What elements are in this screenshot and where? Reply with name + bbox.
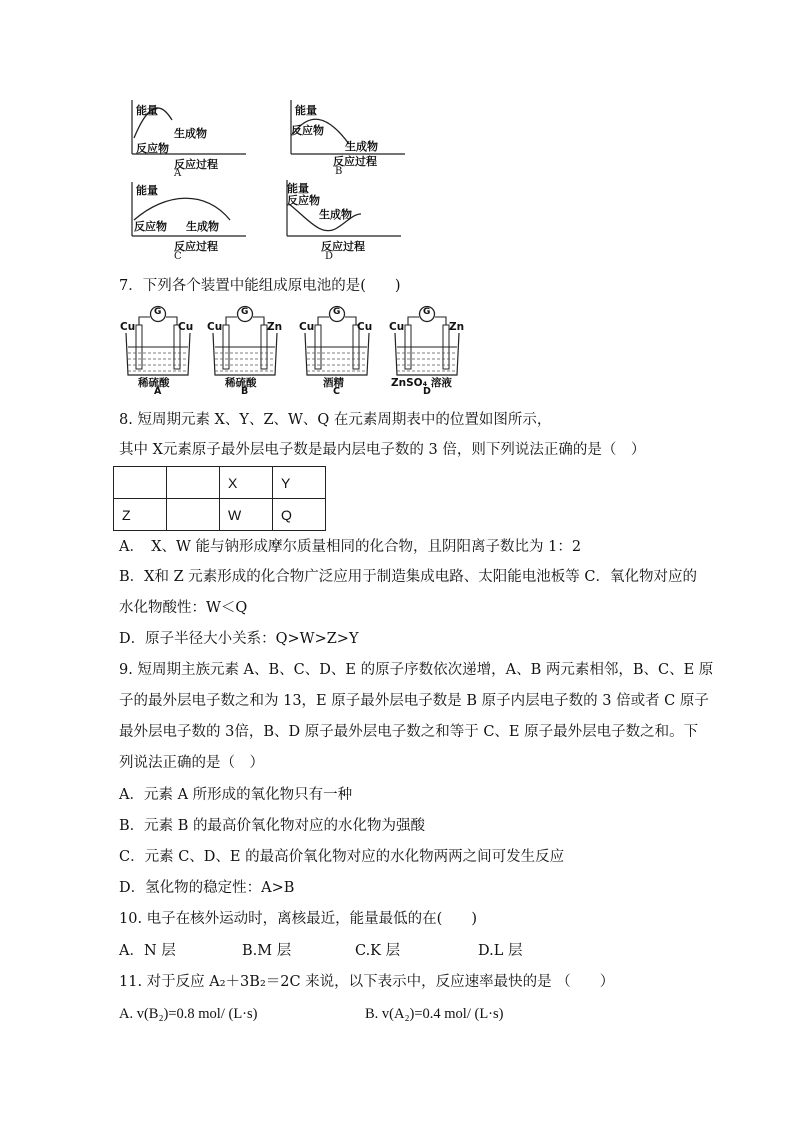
left-electrode-label: Cu <box>120 321 136 333</box>
q10-option-c: C.K 层 <box>355 943 401 959</box>
left-electrode-label: Cu <box>389 321 405 333</box>
right-electrode-label: Zn <box>449 321 465 333</box>
device-letter: A <box>154 386 162 397</box>
q10-option-b: B.M 层 <box>242 943 292 959</box>
galvanometer-label: G <box>333 307 341 317</box>
q8-option-b-cont: 水化物酸性：W＜Q <box>119 600 248 616</box>
q8-option-a: A． X、W 能与钠形成摩尔质量相同的化合物，且阴阳离子数比为 1：2 <box>119 539 582 555</box>
q11-option-a: A. v(B₂)=0.8 mol/ (L·s) <box>119 1006 258 1022</box>
q7-stem: 7．下列各个装置中能组成原电池的是( ) <box>119 278 401 294</box>
q9-line-3: 最外层电子数的 3倍，B、D 原子最外层电子数之和等于 C、E 原子最外层电子数之和。下 <box>119 724 699 740</box>
product-label: 生成物 <box>186 220 219 233</box>
graph-letter: D <box>325 251 334 262</box>
solution-label: 稀硫酸 <box>138 377 170 389</box>
table-cell: Y <box>273 467 326 499</box>
energy-graph-d <box>281 178 421 264</box>
q10-option-a: A．N 层 <box>119 943 176 959</box>
energy-label: 能量 <box>295 104 317 117</box>
solution-label: 稀硫酸 <box>225 377 257 389</box>
galvanometer-label: G <box>241 307 249 317</box>
right-electrode-label: Zn <box>267 321 283 333</box>
table-cell <box>167 467 220 499</box>
energy-graph-c <box>126 180 266 264</box>
table-cell <box>167 499 220 531</box>
q8-line-2: 其中 X元素原子最外层电子数是最内层电子数的 3 倍，则下列说法正确的是（ ） <box>119 442 646 458</box>
reactant-label: 反应物 <box>134 220 167 233</box>
q8-line-1: 8. 短周期元素 X、Y、Z、W、Q 在元素周期表中的位置如图所示， <box>119 412 552 428</box>
table-cell: X <box>220 467 273 499</box>
device-letter: D <box>423 386 431 397</box>
reactant-label: 反应物 <box>291 124 324 137</box>
right-electrode-label: Cu <box>357 321 373 333</box>
energy-label: 能量 <box>287 182 309 195</box>
q9-line-4: 列说法正确的是（ ） <box>119 755 264 771</box>
energy-graph-a <box>126 98 256 180</box>
reactant-label: 反应物 <box>287 194 320 207</box>
q9-option-b: B．元素 B 的最高价氧化物对应的水化物为强酸 <box>119 818 426 834</box>
product-label: 生成物 <box>174 127 207 140</box>
graph-letter: A <box>174 168 182 179</box>
device-letter: C <box>333 386 340 397</box>
product-label: 生成物 <box>319 208 352 221</box>
galvanometer-label: G <box>154 307 162 317</box>
solution-label: ZnSO₄ 溶液 <box>391 377 452 389</box>
energy-label: 能量 <box>136 104 158 117</box>
cell-device-a <box>120 303 200 395</box>
q9-option-a: A．元素 A 所形成的氧化物只有一种 <box>119 787 353 803</box>
cell-device-c <box>299 303 379 395</box>
right-electrode-label: Cu <box>178 321 194 333</box>
energy-graph-b <box>285 98 415 180</box>
q9-line-2: 子的最外层电子数之和为 13，E 原子最外层电子数是 B 原子内层电子数的 3 倍或者 C 原子 <box>119 693 709 709</box>
q11-stem: 11. 对于反应 A₂＋3B₂＝2C 来说，以下表示中，反应速率最快的是 （ ） <box>119 974 615 990</box>
process-label: 反应过程 <box>174 240 218 253</box>
energy-label: 能量 <box>136 184 158 197</box>
table-cell <box>114 467 167 499</box>
table-row <box>114 499 326 531</box>
cell-device-b <box>207 303 287 395</box>
process-label: 反应过程 <box>321 240 365 253</box>
q10-option-d: D.L 层 <box>478 943 523 959</box>
solution-label: 酒精 <box>323 377 344 389</box>
q9-option-d: D．氢化物的稳定性：A>B <box>119 880 295 896</box>
q9-line-1: 9. 短周期主族元素 A、B、C、D、E 的原子序数依次递增，A、B 两元素相邻，B、C、E 原 <box>119 662 714 678</box>
process-label: 反应过程 <box>333 155 377 168</box>
left-electrode-label: Cu <box>207 321 223 333</box>
table-cell: Q <box>273 499 326 531</box>
q11-option-b: B. v(A₂)=0.4 mol/ (L·s) <box>365 1006 504 1022</box>
q8-option-b: B．X和 Z 元素形成的化合物广泛应用于制造集成电路、太阳能电池板等 C．氧化物对应的 <box>119 569 697 585</box>
q10-stem: 10. 电子在核外运动时，离核最近，能量最低的在( ) <box>119 911 477 927</box>
product-label: 生成物 <box>345 140 378 153</box>
q8-option-d: D．原子半径大小关系：Q>W>Z>Y <box>119 631 359 647</box>
table-cell: W <box>220 499 273 531</box>
left-electrode-label: Cu <box>299 321 315 333</box>
periodic-table-fragment <box>113 466 326 531</box>
q9-option-c: C．元素 C、D、E 的最高价氧化物对应的水化物两两之间可发生反应 <box>119 849 565 865</box>
table-cell: Z <box>114 499 167 531</box>
reactant-label: 反应物 <box>136 142 169 155</box>
process-label: 反应过程 <box>174 158 218 171</box>
device-letter: B <box>241 386 249 397</box>
cell-device-d <box>387 303 477 395</box>
graph-letter: B <box>335 166 343 177</box>
graph-letter: C <box>174 251 182 262</box>
table-row <box>114 467 326 499</box>
galvanometer-label: G <box>423 307 431 317</box>
